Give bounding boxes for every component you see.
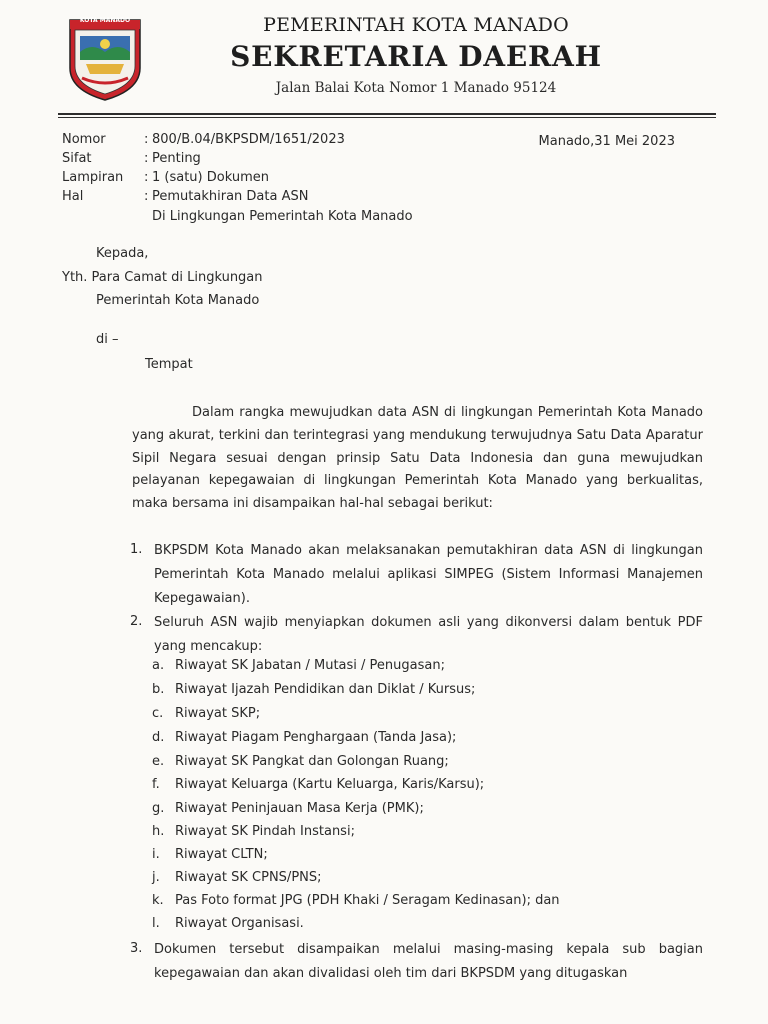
letterhead-rule bbox=[58, 113, 716, 115]
meta-label: Hal bbox=[62, 189, 84, 204]
letterhead-rule-thin bbox=[58, 117, 716, 118]
subitem-text: Pas Foto format JPG (PDH Khaki / Seragam Kedinasan); dan bbox=[175, 893, 560, 908]
subitem-letter: j. bbox=[152, 870, 160, 885]
emblem-top-text: KOTA MANADO bbox=[79, 17, 131, 24]
subitem-letter: l. bbox=[152, 916, 160, 931]
subitem-text: Riwayat SK Jabatan / Mutasi / Penugasan; bbox=[175, 658, 445, 673]
subitem-letter: k. bbox=[152, 893, 164, 908]
recipient-di: di – bbox=[96, 332, 119, 347]
subitem-text: Riwayat Piagam Penghargaan (Tanda Jasa); bbox=[175, 730, 457, 745]
point-number: 1. bbox=[130, 542, 143, 557]
meta-value: 800/B.04/BKPSDM/1651/2023 bbox=[152, 132, 345, 147]
subitem-letter: h. bbox=[152, 824, 165, 839]
point-text: Seluruh ASN wajib menyiapkan dokumen asli yang dikonversi dalam bentuk PDF yang mencakup: bbox=[154, 615, 703, 654]
letterhead-office: SEKRETARIA DAERAH bbox=[230, 40, 602, 73]
subitem-text: Riwayat SK Pangkat dan Golongan Ruang; bbox=[175, 754, 449, 769]
point-text: Dokumen tersebut disampaikan melalui masing-masing kepala sub bagian kepegawaian dan akan divalidasi oleh tim dari BKPSDM yang ditugaskan bbox=[154, 942, 703, 981]
subitem-letter: d. bbox=[152, 730, 165, 745]
recipient-yth: Yth. Para Camat di Lingkungan bbox=[62, 270, 263, 285]
subitem-letter: c. bbox=[152, 706, 164, 721]
subitem-letter: a. bbox=[152, 658, 165, 673]
subitem-letter: i. bbox=[152, 847, 160, 862]
point-text: BKPSDM Kota Manado akan melaksanakan pemutakhiran data ASN di lingkungan Pemerintah Kota Manado melalui aplikasi SIMPEG (Sistem Informasi Manajemen Kepegawaian). bbox=[154, 543, 703, 606]
letterhead-government: PEMERINTAH KOTA MANADO bbox=[263, 14, 569, 36]
letter-date: Manado,31 Mei 2023 bbox=[538, 134, 675, 149]
subitem-text: Riwayat Organisasi. bbox=[175, 916, 304, 931]
meta-hal-line2: Di Lingkungan Pemerintah Kota Manado bbox=[152, 209, 413, 224]
subitem-text: Riwayat Keluarga (Kartu Keluarga, Karis/Karsu); bbox=[175, 777, 485, 792]
letterhead-address: Jalan Balai Kota Nomor 1 Manado 95124 bbox=[275, 80, 557, 96]
subitem-text: Riwayat SK CPNS/PNS; bbox=[175, 870, 322, 885]
recipient-line2: Pemerintah Kota Manado bbox=[96, 293, 260, 308]
point-number: 3. bbox=[130, 941, 143, 956]
meta-value: 1 (satu) Dokumen bbox=[152, 170, 269, 185]
subitem-letter: f. bbox=[152, 777, 160, 792]
subitem-text: Riwayat Peninjauan Masa Kerja (PMK); bbox=[175, 801, 424, 816]
subitem-text: Riwayat SK Pindah Instansi; bbox=[175, 824, 355, 839]
intro-text: Dalam rangka mewujudkan data ASN di lingkungan Pemerintah Kota Manado yang akurat, terkini dan terintegrasi yang mendukung terwujudnya Satu Data Aparatur Sipil Negara sesuai dengan prinsip Satu Data Indonesia dan guna mewujudkan pelayanan kepegawaian di lingkungan Pemerintah Kota Manado yang berkualitas, maka bersama ini disampaikan hal-hal sebagai berikut: bbox=[132, 405, 703, 512]
meta-label: Nomor bbox=[62, 132, 106, 147]
letter-page: KOTA MANADO PEMERINTAH KOTA MANADO SEKRETARIA DAERAH Jalan Balai Kota Nomor 1 Manado 95124 Nomor : 800/B.04/BKPSDM/1651/2023 Sifat : Penting Lampiran : 1 (satu) Dokumen Hal : Pemutakhiran Data ASN Di Lingkungan Pemerintah Kota Manado Manado,31 Mei 2023 Kepada, Yth. Para Camat di Lingkungan Pemerintah Kota Manado di – Tempat Dalam rangka mewujudkan data ASN di lingkungan Pemerintah Kota Manado yang akurat, terkini dan terintegrasi yang mendukung terwujudnya Satu Data Aparatur Sipil Negara sesuai dengan prinsip Satu Data Indonesia dan guna mewujudkan pelayanan kepegawaian di lingkungan Pemerintah Kota Manado yang berkualitas, maka bersama ini disampaikan hal-hal sebagai berikut: 1. BKPSDM Kota Manado akan melaksanakan pemutakhiran data ASN di lingkungan Pemerintah Kota Manado melalui aplikasi SIMPEG (Sistem Informasi Manajemen Kepegawaian). 2. Seluruh ASN wajib menyiapkan dokumen asli yang dikonversi dalam bentuk PDF yang mencakup: a. Riwayat SK Jabatan / Mutasi / Penugasan; b. Riwayat Ijazah Pendidikan dan Diklat / Kursus; c. Riwayat SKP; d. Riwayat Piagam Penghargaan (Tanda Jasa); e. Riwayat SK Pangkat dan Golongan Ruang; f. Riwayat Keluarga (Kartu Keluarga, Karis/Karsu); g. Riwayat Peninjauan Masa Kerja (PMK); h. Riwayat SK Pindah Instansi; i. Riwayat CLTN; j. Riwayat SK CPNS/PNS; k. Pas Foto format JPG (PDH Khaki / Seragam Kedinasan); dan l. Riwayat Organisasi. 3. Dokumen tersebut disampaikan melalui masing-masing kepala sub bagian kepegawaian dan akan divalidasi oleh tim dari BKPSDM yang ditugaskan bbox=[0, 0, 768, 1024]
intro-paragraph bbox=[132, 402, 703, 516]
recipient-kepada: Kepada, bbox=[96, 246, 149, 261]
subitem-text: Riwayat CLTN; bbox=[175, 847, 268, 862]
meta-value: Penting bbox=[152, 151, 201, 166]
meta-value: Pemutakhiran Data ASN bbox=[152, 189, 309, 204]
subitem-letter: e. bbox=[152, 754, 165, 769]
recipient-tempat: Tempat bbox=[145, 357, 193, 372]
subitem-letter: b. bbox=[152, 682, 165, 697]
subitem-text: Riwayat Ijazah Pendidikan dan Diklat / Kursus; bbox=[175, 682, 476, 697]
meta-label: Sifat bbox=[62, 151, 92, 166]
point-number: 2. bbox=[130, 614, 143, 629]
subitem-text: Riwayat SKP; bbox=[175, 706, 261, 721]
meta-label: Lampiran bbox=[62, 170, 124, 185]
manado-city-emblem-icon bbox=[66, 16, 144, 102]
subitem-letter: g. bbox=[152, 801, 165, 816]
